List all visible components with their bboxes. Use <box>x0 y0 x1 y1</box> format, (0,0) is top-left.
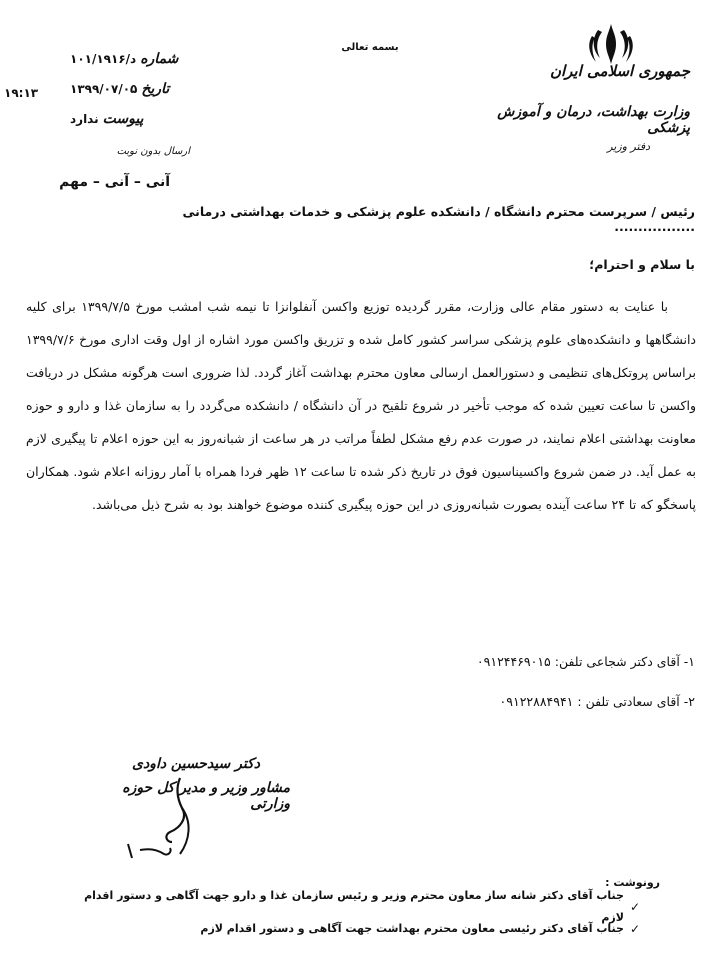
letterhead-minister-office: دفتر وزیر <box>607 140 650 153</box>
bismillah: بسمه تعالی <box>341 42 399 53</box>
letterhead-republic: جمهوری اسلامی ایران <box>549 62 690 80</box>
cc-item-text: جناب آقای دکتر رئیسی معاون محترم بهداشت جهت آگاهی و دستور اقدام لازم <box>200 922 624 935</box>
cc-heading: رونوشت : <box>605 876 660 889</box>
letter-number-row <box>70 44 220 74</box>
letter-attachment-label: پیوست <box>102 111 144 127</box>
contact-list <box>300 648 695 728</box>
contact-item: ۱- آقای دکتر شجاعی تلفن: ۰۹۱۲۴۴۶۹۰۱۵ <box>476 654 695 669</box>
signer-title: مشاور وزیر و مدیر کل حوزه وزارتی <box>122 780 290 812</box>
letterhead-ministry: وزارت بهداشت، درمان و آموزش پزشکی <box>497 104 690 136</box>
letter-body <box>26 290 696 521</box>
cc-item-text: جناب آقای دکتر شانه ساز معاون محترم وزیر و رئیس سازمان غذا و دارو جهت آگاهی و دستور اقدام لازم <box>84 889 624 924</box>
check-icon: ✓ <box>629 922 640 936</box>
recipient-line: رئیس / سرپرست محترم دانشگاه / دانشکده علوم پزشکی و خدمات بهداشتی درمانی ................. <box>182 204 695 234</box>
cc-list <box>60 889 640 940</box>
check-icon: ✓ <box>629 900 640 914</box>
cc-item <box>60 889 640 924</box>
handwritten-signature <box>120 770 230 865</box>
letter-date-value: ۱۳۹۹/۰۷/۰۵ <box>70 82 138 96</box>
reference-block <box>70 44 220 134</box>
letter-number-value: د/۱۰۱/۱۹۱۶ <box>70 52 137 66</box>
letter-date-label: تاریخ <box>141 81 170 97</box>
letter-attachment-row <box>70 104 220 134</box>
signer-name: دکتر سیدحسین داودی <box>131 756 260 772</box>
urgency-note: ارسال بدون نوبت <box>116 146 190 157</box>
body-paragraph: با عنایت به دستور مقام عالی وزارت، مقرر گردیده توزیع واکسن آنفلوانزا تا نیمه شب امشب مورخ ۱۳۹۹/۷/۵ برای کلیه دانشگاهها و دانشکده‌های علوم پزشکی سراسر کشور کامل شده و تزریق واکسن مورد اشاره از اول وقت اداری مورخ ۱۳۹۹/۷/۶ براساس پروتکل‌های تنظیمی و دستورالعمل ارسالی معاون محترم بهداشت آغاز گردد. لذا ضروری است هرگونه مشکل در دریافت واکسن تا ساعت تعیین شده که موجب تأخیر در شروع تلقیح در آن دانشگاه / دانشکده می‌گردد را به سازمان غذا و دارو و حوزه معاونت بهداشتی اعلام نمایند، در صورت عدم رفع مشکل لطفاً مراتب در هر ساعت از شبانه‌روز به این حوزه اعلام تا پیگیری لازم به عمل آید. در ضمن شروع واکسیناسیون فوق در تاریخ ذکر شده تا ساعت ۱۲ ظهر فردا همراه با آمار روزانه اعلام شود. همکاران پاسخگو که تا ۲۴ ساعت آینده بصورت شبانه‌روزی در این حوزه پیگیری کننده موضوع خواهند بود به شرح ذیل می‌باشد. <box>26 299 696 512</box>
timestamp: ۱۹:۱۳ <box>4 86 39 100</box>
greeting: با سلام و احترام؛ <box>589 257 695 272</box>
urgency-level: آنی – آنی – مهم <box>59 174 170 190</box>
letter-date-row <box>70 74 220 104</box>
iran-emblem-icon <box>586 20 636 68</box>
letter-attachment-value: ندارد <box>70 112 99 126</box>
contact-item: ۲- آقای سعادتی تلفن : ۰۹۱۲۲۸۸۴۹۴۱ <box>499 694 695 709</box>
letter-number-label: شماره <box>140 51 179 67</box>
